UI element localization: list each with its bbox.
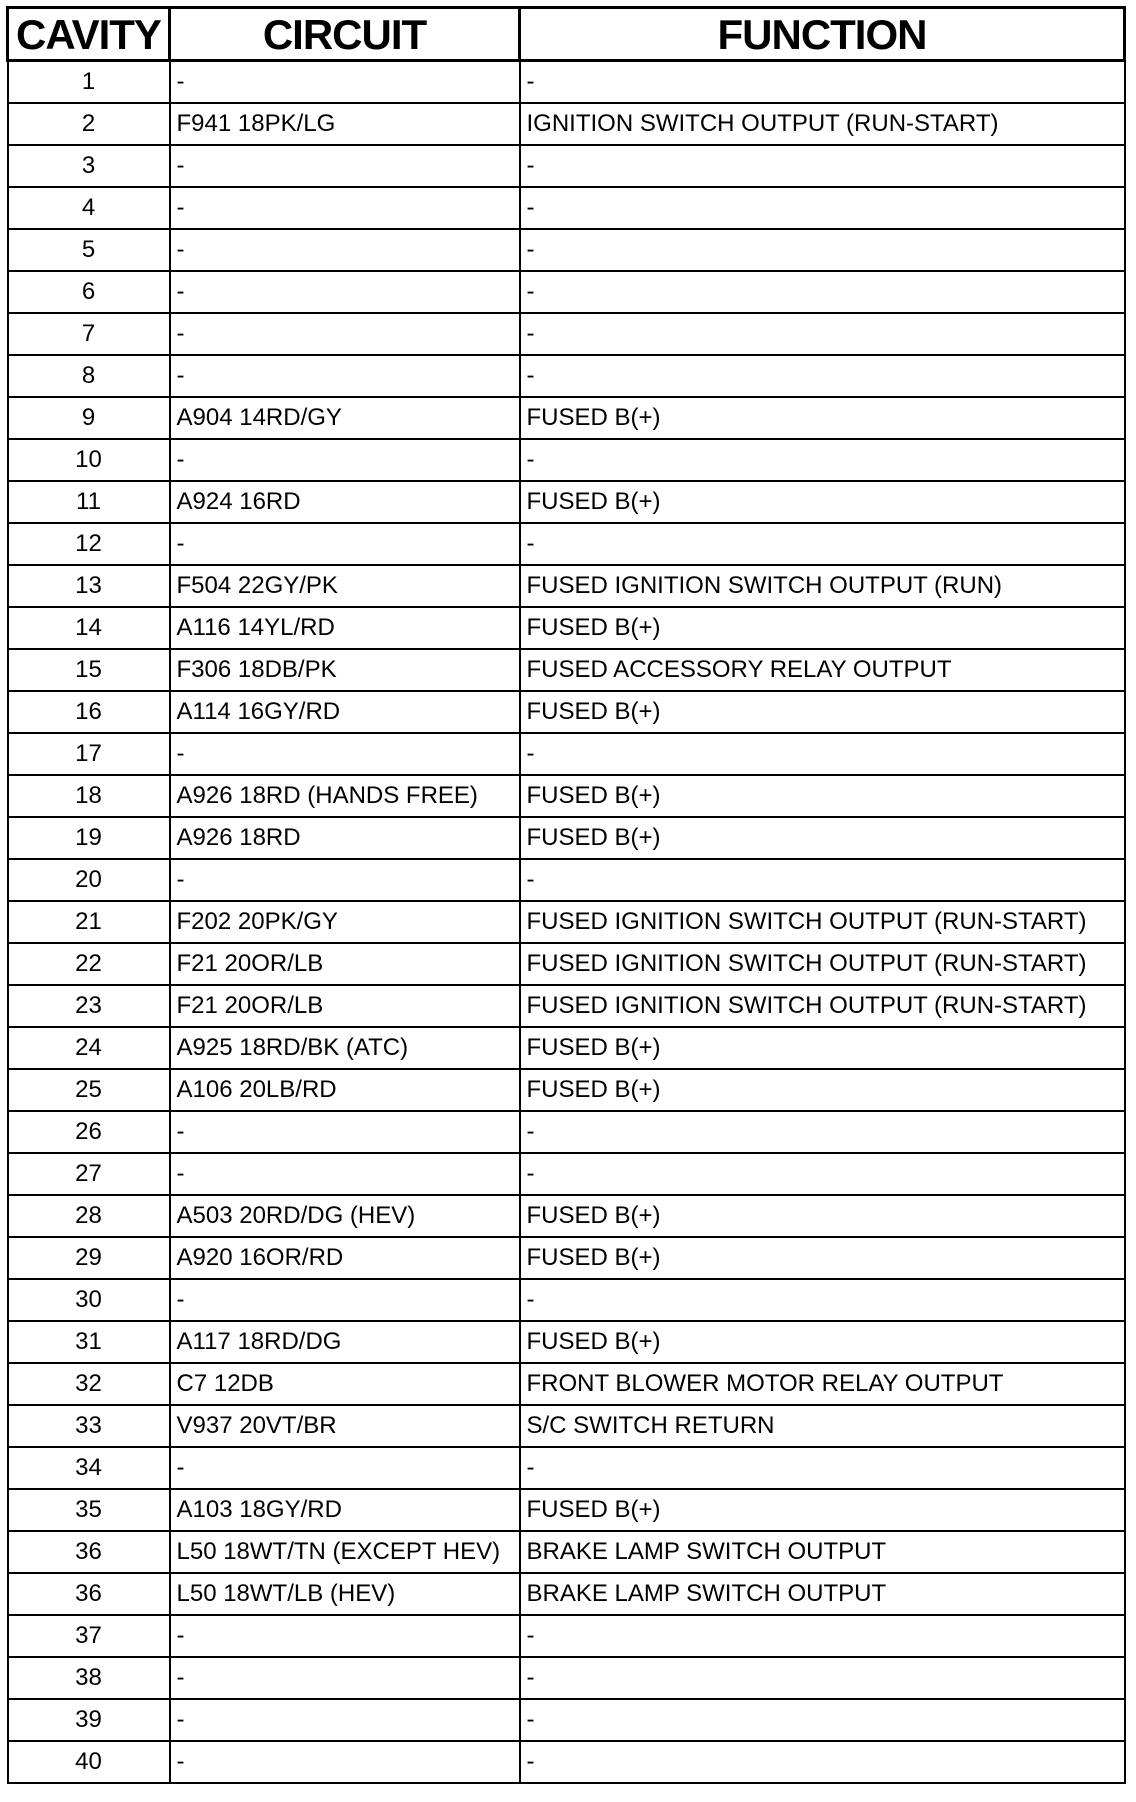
circuit-cell: F941 18PK/LG <box>170 103 520 145</box>
cavity-cell: 6 <box>8 271 170 313</box>
cavity-cell: 28 <box>8 1195 170 1237</box>
function-cell: - <box>520 1741 1125 1783</box>
cavity-cell: 10 <box>8 439 170 481</box>
cavity-cell: 1 <box>8 61 170 104</box>
table-row <box>8 1657 1125 1699</box>
cavity-cell: 19 <box>8 817 170 859</box>
function-cell: - <box>520 859 1125 901</box>
function-cell: FUSED B(+) <box>520 691 1125 733</box>
circuit-cell: - <box>170 61 520 104</box>
circuit-cell: A904 14RD/GY <box>170 397 520 439</box>
circuit-cell: - <box>170 1153 520 1195</box>
function-cell: FUSED B(+) <box>520 775 1125 817</box>
circuit-cell: - <box>170 733 520 775</box>
function-cell: FUSED B(+) <box>520 1027 1125 1069</box>
table-row <box>8 523 1125 565</box>
table-row <box>8 775 1125 817</box>
circuit-cell: - <box>170 1615 520 1657</box>
circuit-cell: F21 20OR/LB <box>170 943 520 985</box>
function-cell: FUSED B(+) <box>520 397 1125 439</box>
table-row <box>8 229 1125 271</box>
cavity-cell: 14 <box>8 607 170 649</box>
cavity-cell: 39 <box>8 1699 170 1741</box>
function-cell: - <box>520 1699 1125 1741</box>
cavity-cell: 22 <box>8 943 170 985</box>
table-row <box>8 1321 1125 1363</box>
function-cell: FUSED IGNITION SWITCH OUTPUT (RUN-START) <box>520 985 1125 1027</box>
function-cell: FRONT BLOWER MOTOR RELAY OUTPUT <box>520 1363 1125 1405</box>
function-cell: BRAKE LAMP SWITCH OUTPUT <box>520 1573 1125 1615</box>
table-row <box>8 1363 1125 1405</box>
table-row <box>8 145 1125 187</box>
cavity-cell: 9 <box>8 397 170 439</box>
cavity-cell: 30 <box>8 1279 170 1321</box>
cavity-cell: 37 <box>8 1615 170 1657</box>
circuit-cell: - <box>170 523 520 565</box>
circuit-cell: F306 18DB/PK <box>170 649 520 691</box>
circuit-cell: A116 14YL/RD <box>170 607 520 649</box>
cavity-cell: 15 <box>8 649 170 691</box>
circuit-cell: F504 22GY/PK <box>170 565 520 607</box>
cavity-cell: 4 <box>8 187 170 229</box>
circuit-cell: - <box>170 271 520 313</box>
cavity-cell: 2 <box>8 103 170 145</box>
table-row <box>8 1111 1125 1153</box>
circuit-cell: - <box>170 1657 520 1699</box>
function-cell: FUSED B(+) <box>520 481 1125 523</box>
table-row <box>8 1573 1125 1615</box>
function-cell: - <box>520 145 1125 187</box>
circuit-cell: A106 20LB/RD <box>170 1069 520 1111</box>
table-row <box>8 1153 1125 1195</box>
cavity-cell: 8 <box>8 355 170 397</box>
table-row <box>8 271 1125 313</box>
circuit-cell: - <box>170 187 520 229</box>
pinout-table <box>6 6 1126 1784</box>
circuit-cell: C7 12DB <box>170 1363 520 1405</box>
cavity-cell: 11 <box>8 481 170 523</box>
cavity-cell: 3 <box>8 145 170 187</box>
table-row <box>8 481 1125 523</box>
circuit-cell: A926 18RD (HANDS FREE) <box>170 775 520 817</box>
cavity-cell: 16 <box>8 691 170 733</box>
cavity-cell: 26 <box>8 1111 170 1153</box>
table-row <box>8 61 1125 104</box>
table-row <box>8 1069 1125 1111</box>
function-cell: - <box>520 439 1125 481</box>
function-cell: FUSED IGNITION SWITCH OUTPUT (RUN-START) <box>520 901 1125 943</box>
cavity-cell: 38 <box>8 1657 170 1699</box>
table-row <box>8 901 1125 943</box>
circuit-cell: A924 16RD <box>170 481 520 523</box>
cavity-cell: 20 <box>8 859 170 901</box>
cavity-cell: 35 <box>8 1489 170 1531</box>
function-cell: - <box>520 733 1125 775</box>
cavity-cell: 40 <box>8 1741 170 1783</box>
table-row <box>8 1195 1125 1237</box>
circuit-cell: - <box>170 1279 520 1321</box>
function-cell: - <box>520 1153 1125 1195</box>
function-cell: - <box>520 1657 1125 1699</box>
function-cell: FUSED IGNITION SWITCH OUTPUT (RUN) <box>520 565 1125 607</box>
function-cell: - <box>520 1111 1125 1153</box>
cavity-cell: 18 <box>8 775 170 817</box>
cavity-cell: 27 <box>8 1153 170 1195</box>
cavity-cell: 17 <box>8 733 170 775</box>
circuit-cell: - <box>170 355 520 397</box>
table-row <box>8 859 1125 901</box>
table-row <box>8 439 1125 481</box>
circuit-cell: L50 18WT/LB (HEV) <box>170 1573 520 1615</box>
table-row <box>8 1615 1125 1657</box>
table-row <box>8 1405 1125 1447</box>
function-cell: FUSED B(+) <box>520 607 1125 649</box>
function-cell: - <box>520 271 1125 313</box>
table-row <box>8 607 1125 649</box>
cavity-cell: 25 <box>8 1069 170 1111</box>
function-cell: - <box>520 523 1125 565</box>
cavity-cell: 23 <box>8 985 170 1027</box>
circuit-cell: - <box>170 229 520 271</box>
table-row <box>8 649 1125 691</box>
cavity-cell: 31 <box>8 1321 170 1363</box>
table-row <box>8 355 1125 397</box>
table-row <box>8 397 1125 439</box>
cavity-cell: 24 <box>8 1027 170 1069</box>
circuit-cell: - <box>170 1699 520 1741</box>
circuit-cell: F202 20PK/GY <box>170 901 520 943</box>
circuit-cell: L50 18WT/TN (EXCEPT HEV) <box>170 1531 520 1573</box>
circuit-cell: A503 20RD/DG (HEV) <box>170 1195 520 1237</box>
circuit-cell: A114 16GY/RD <box>170 691 520 733</box>
function-cell: FUSED B(+) <box>520 1321 1125 1363</box>
circuit-cell: - <box>170 313 520 355</box>
circuit-cell: A926 18RD <box>170 817 520 859</box>
circuit-cell: - <box>170 439 520 481</box>
table-row <box>8 103 1125 145</box>
table-row <box>8 985 1125 1027</box>
table-body <box>8 61 1125 1784</box>
table-row <box>8 1279 1125 1321</box>
cavity-cell: 36 <box>8 1531 170 1573</box>
function-cell: - <box>520 187 1125 229</box>
circuit-cell: A920 16OR/RD <box>170 1237 520 1279</box>
table-row <box>8 1489 1125 1531</box>
table-row <box>8 691 1125 733</box>
table-row <box>8 943 1125 985</box>
table-row <box>8 1447 1125 1489</box>
cavity-cell: 13 <box>8 565 170 607</box>
cavity-cell: 7 <box>8 313 170 355</box>
cavity-cell: 12 <box>8 523 170 565</box>
function-cell: FUSED B(+) <box>520 1489 1125 1531</box>
cavity-cell: 29 <box>8 1237 170 1279</box>
function-cell: - <box>520 313 1125 355</box>
circuit-cell: A925 18RD/BK (ATC) <box>170 1027 520 1069</box>
function-cell: FUSED B(+) <box>520 1069 1125 1111</box>
circuit-cell: - <box>170 1741 520 1783</box>
function-cell: - <box>520 1447 1125 1489</box>
cavity-cell: 5 <box>8 229 170 271</box>
table-row <box>8 1531 1125 1573</box>
circuit-cell: - <box>170 1111 520 1153</box>
table-row <box>8 1027 1125 1069</box>
table-row <box>8 187 1125 229</box>
header-cavity: CAVITY <box>8 8 170 61</box>
table-row <box>8 733 1125 775</box>
function-cell: FUSED IGNITION SWITCH OUTPUT (RUN-START) <box>520 943 1125 985</box>
circuit-cell: - <box>170 1447 520 1489</box>
table-row <box>8 817 1125 859</box>
circuit-cell: A117 18RD/DG <box>170 1321 520 1363</box>
cavity-cell: 36 <box>8 1573 170 1615</box>
table-row <box>8 313 1125 355</box>
cavity-cell: 32 <box>8 1363 170 1405</box>
table-header <box>8 8 1125 61</box>
function-cell: S/C SWITCH RETURN <box>520 1405 1125 1447</box>
function-cell: - <box>520 1615 1125 1657</box>
function-cell: - <box>520 355 1125 397</box>
circuit-cell: V937 20VT/BR <box>170 1405 520 1447</box>
function-cell: - <box>520 1279 1125 1321</box>
table-row <box>8 1741 1125 1783</box>
circuit-cell: F21 20OR/LB <box>170 985 520 1027</box>
function-cell: IGNITION SWITCH OUTPUT (RUN-START) <box>520 103 1125 145</box>
table-row <box>8 1699 1125 1741</box>
function-cell: - <box>520 61 1125 104</box>
header-circuit: CIRCUIT <box>170 8 520 61</box>
connector-pinout-sheet <box>6 6 1123 1784</box>
table-row <box>8 1237 1125 1279</box>
header-function: FUNCTION <box>520 8 1125 61</box>
circuit-cell: A103 18GY/RD <box>170 1489 520 1531</box>
cavity-cell: 21 <box>8 901 170 943</box>
function-cell: BRAKE LAMP SWITCH OUTPUT <box>520 1531 1125 1573</box>
function-cell: - <box>520 229 1125 271</box>
cavity-cell: 34 <box>8 1447 170 1489</box>
function-cell: FUSED B(+) <box>520 1237 1125 1279</box>
circuit-cell: - <box>170 145 520 187</box>
circuit-cell: - <box>170 859 520 901</box>
cavity-cell: 33 <box>8 1405 170 1447</box>
function-cell: FUSED ACCESSORY RELAY OUTPUT <box>520 649 1125 691</box>
function-cell: FUSED B(+) <box>520 817 1125 859</box>
header-row <box>8 8 1125 61</box>
function-cell: FUSED B(+) <box>520 1195 1125 1237</box>
table-row <box>8 565 1125 607</box>
